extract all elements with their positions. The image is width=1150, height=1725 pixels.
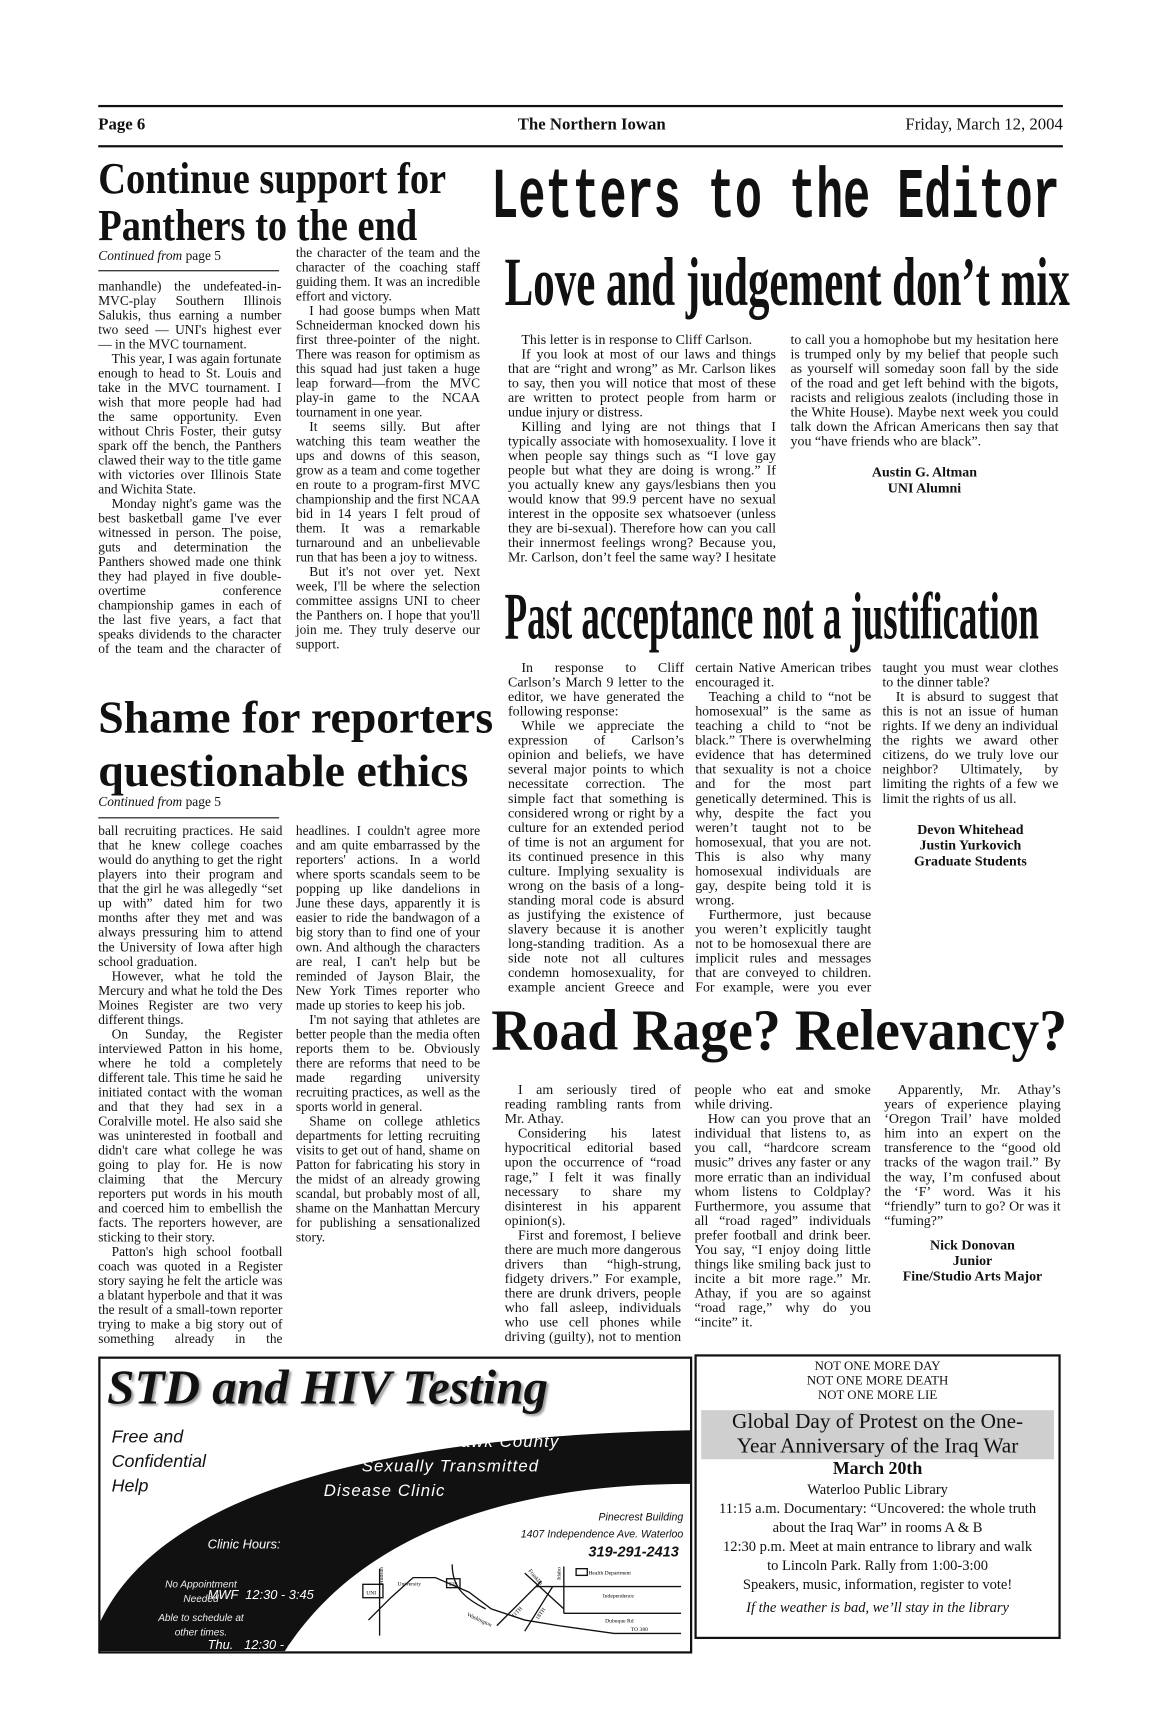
map-label: University — [397, 1581, 422, 1588]
love-headline — [504, 244, 1150, 321]
title-line: Global Day of Protest on the One- — [732, 1410, 1024, 1434]
author-name: Nick Donovan — [930, 1237, 1015, 1253]
note-line: Able to schedule at — [158, 1612, 244, 1624]
road-body — [505, 1083, 1061, 1357]
title-line: Year Anniversary of the Iraq War — [736, 1434, 1019, 1459]
continued-page: page 5 — [185, 793, 221, 810]
map-label: Hudson — [378, 1566, 385, 1585]
map-label: Health Department — [588, 1570, 631, 1577]
shame-headline-line-2: questionable ethics — [98, 744, 469, 797]
road-headline — [491, 999, 1091, 1063]
map-label: Dubuque Rd — [605, 1618, 634, 1625]
panthers-body-col-2 — [296, 246, 480, 687]
note-line: Needed — [183, 1593, 219, 1605]
continued-prefix: Continued from — [98, 793, 183, 810]
continued-rule — [98, 817, 279, 818]
appointment-note — [134, 1578, 268, 1641]
building-name: Pinecrest Building — [598, 1511, 684, 1525]
panthers-body-col-1 — [98, 279, 281, 687]
paragraph: First and foremost, I believe there are much more dangerous drivers than “high-strung, fidgety drivers.” For example, there are drunk drivers, people who fall asleep, individuals who use cell phones while driving (guilty), not to mention people who eat and smoke while driving. — [504, 1081, 871, 1345]
ad-slogans — [697, 1360, 1059, 1404]
protest-title — [701, 1410, 1054, 1459]
paragraph: But it's not over yet. Next week, I'll be where the selection committee assigns UNI to cheer the Panthers on. I hope that you'll join me. They truly deserve our support. — [295, 563, 481, 653]
paragraph: Monday night's game was the best basketball game I've ever witnessed in person. The poise, guts and determination the Panthers showed made one think they had played in five double-overtime conference championship games in each of the last five years, a fact that speaks dividends to the character of the team and the character of — [98, 496, 282, 657]
clinic-name-line: Sexually Transmitted — [361, 1457, 540, 1477]
schedule-line: 11:15 a.m. Documentary: “Uncovered: the whole truth — [719, 1499, 1037, 1517]
paragraph: the character of the team and the character of the coaching staff guiding them. It was an incredible effort and victory. — [295, 244, 481, 304]
paragraph: I am seriously tired of reading rambling rants from Mr. Athay. — [504, 1081, 682, 1127]
schedule-line: about the Iraq War” in rooms A & B — [772, 1518, 983, 1536]
ad-title: STD and HIV Testing — [107, 1359, 549, 1415]
slogan: NOT ONE MORE DAY — [814, 1359, 941, 1374]
paragraph: It is absurd to suggest that this is not an issue of human rights. If we deny an individual the rights we award other citizens, do we truly love our neighbor? Ultimately, by limiting the rights of a few we limit the rights of us all. — [882, 688, 1059, 807]
note-line: No Appointment — [165, 1578, 237, 1590]
road-signature — [884, 1237, 1060, 1284]
top-rule — [98, 105, 1063, 107]
map-label: 18TH — [534, 1607, 548, 1622]
map-label: Idaho — [556, 1567, 563, 1580]
paragraph: It seems silly. But after watching this team weather the ups and downs of this season, grow as a team and come together en route to a program-first MVC championship and the first NCAA bid in 14 years I felt proud of them. It was a remarkable turnaround and an unbelievable run that has been a joy to witness. — [295, 418, 481, 565]
event-venue: Waterloo Public Library — [807, 1480, 948, 1498]
paragraph: This year, I was again fortunate enough to head to St. Louis and take in the MVC tournament. I wish that more people had had the same opportunity. Even without Chris Foster, their gutsy spark off the bench, the Panthers clawed their way to the title game with victories over Illinois State and Wichita State. — [98, 350, 282, 497]
author-name: Devon Whitehead — [917, 821, 1024, 838]
paragraph: Killing and lying are not things that I typically associate with homosexuality. I love it when people say things such as “I love gay people but what they are doing is wrong.” If you actually knew any gays/lesbians then you would know that 99.9 percent have no sexual interest in the opposite sex whatsoever (unless they are bi-sexual). Therefore how can you call their innermost feelings wrong? Because you, Mr. Carlson, don’t feel the same way? I hesitate to call you a homophobe but my hesitation here is trumped only by my belief that people such as yourself will someday soon fall by the side of the road and get left behind with the bigots, racists and religious zealots (including those in the White House). Maybe next week you could talk down the African Americans then say that you “have friends who are black”. — [508, 331, 1059, 565]
paragraph: While we appreciate the expression of Carlson’s opinion and beliefs, we have several major points to which necessitate correction. The simple fact that something is considered wrong or right by a culture for an extended period of time is not an argument for its continued presence in this culture. Implying sexuality is wrong on the basis of a long-standing moral code is absurd as justifying the existence of slavery because it is another long-standing tradition. As a side note not all cultures condemn homosexuality, for example ancient Greece and certain Native American tribes encouraged it. — [508, 659, 872, 995]
std-testing-ad — [98, 1357, 692, 1654]
paragraph: Considering his latest hypocritical editorial based upon the occurrence of “road rage,” I felt it was finally necessary to share my disinterest in his apparent opinion(s). — [504, 1125, 682, 1229]
panthers-headline — [98, 152, 502, 251]
map-label: 218 — [448, 1581, 458, 1588]
clinic-name-line: Disease Clinic — [323, 1481, 446, 1501]
panthers-headline-line-1: Continue support for — [98, 152, 447, 204]
road-headline-text: Road Rage? Relevancy? — [491, 999, 1068, 1063]
paragraph: I had goose bumps when Matt Schneiderman knocked down his first three-pointer of the night. There was reason for optimism as this squad had just taken a huge leap forward—from the MVC play-in game to the NCAA tournament in one year. — [295, 302, 481, 420]
shame-headline — [98, 690, 493, 797]
hours-line: MWF 12:30 - 3:45 — [207, 1588, 314, 1603]
map-label: TO 380 — [630, 1627, 648, 1634]
continued-rule — [98, 270, 279, 271]
author-name: Justin Yurkovich — [919, 837, 1022, 854]
panthers-headline-line-2: Panthers to the end — [98, 199, 418, 251]
shame-body — [98, 824, 480, 1349]
issue-date: Friday, March 12, 2004 — [905, 116, 1063, 134]
slogan: NOT ONE MORE DEATH — [806, 1374, 949, 1388]
shame-continued — [98, 794, 221, 811]
ad-tagline — [112, 1426, 206, 1500]
header-rule — [98, 145, 1063, 147]
love-headline-text: Love and judgement don’t mix — [504, 244, 1070, 321]
slogan: NOT ONE MORE LIE — [817, 1388, 938, 1403]
author-title: UNI Alumni — [887, 480, 962, 496]
author-title: Junior — [952, 1252, 993, 1269]
map-label: Franklin — [526, 1568, 544, 1587]
paragraph: If you look at most of our laws and things that are “right and wrong” as Mr. Carlson likes to say, then you will notice that most of these are written to protect people from harm or undue injury or distress. — [508, 346, 776, 420]
schedule-line: to Lincoln Park. Rally from 1:00-3:00 — [767, 1556, 989, 1574]
section-title-text: Letters to the Editor — [491, 159, 1060, 241]
paragraph: Furthermore, just because you weren’t explicitly taught not to be homosexual there are implicit rules and messages that are conveyed to children. For example, were you ever taught you must wear clothes to the dinner table? — [695, 659, 1059, 995]
phone-number: 319-291-2413 — [588, 1543, 679, 1560]
tagline-line: Free and — [111, 1428, 184, 1447]
love-signature — [790, 464, 1058, 495]
schedule-line: Speakers, music, information, register to vote! — [742, 1575, 1013, 1593]
section-title — [491, 159, 1060, 241]
tagline-line: Help — [111, 1477, 149, 1497]
paragraph: Patton's high school football coach was quoted in a Register story saying he felt the article was a blatant hyperbole and that it was the result of a small-town reporter trying to make a big story out of something already in the headlines. I couldn't agree more and am quite embarrassed by the reporters' actions. In a world where sports scandals seem to be popping up like dandelions in June these days, apparently it is easier to ride the bandwagon of a big story than to find one of your own. And although the characters are real, I can't help but be reminded of Jayson Blair, the New York Times reporter who made up stories to keep his job. — [98, 822, 481, 1347]
hours-label: Clinic Hours: — [207, 1538, 281, 1552]
clinic-name-line: Black Hawk County — [395, 1432, 560, 1452]
author-title: Graduate Students — [913, 853, 1027, 869]
map-label: Independence — [602, 1593, 634, 1600]
page-number: Page 6 — [98, 116, 146, 134]
directions-map — [357, 1564, 692, 1638]
weather-note: If the weather is bad, we’ll stay in the library — [746, 1598, 1009, 1616]
past-signature — [882, 822, 1058, 869]
paragraph: However, what he told the Mercury and what he told the Des Moines Register are two very different things. — [98, 968, 283, 1028]
continued-page: page 5 — [185, 247, 221, 264]
paragraph: ball recruiting practices. He said that he knew college coaches would do anything to get the right players into their program and that the girl he was allegedly “set up with” dated him for two months after they met and was always pressuring him to attend the University of Iowa after high school graduation. — [98, 822, 283, 970]
love-body — [508, 333, 1058, 573]
event-date: March 20th — [832, 1459, 923, 1479]
paragraph: How can you prove that an individual that listens to, as you call, “hardcore scream music” drives any faster or any more erratic than an individual whom listens to Coldplay? Furthermore, you assume that all “road raged” individuals prefer football and drink beer. You say, “I enjoy doing little things like smiling back just to incite a bit more rage.” Mr. Athay, if you are so against “road rage,” why do you “incite” it. — [694, 1110, 871, 1330]
panthers-continued — [98, 248, 221, 265]
map-label: Washington — [465, 1611, 493, 1629]
clinic-address — [521, 1510, 684, 1560]
paragraph: In response to Cliff Carlson’s March 9 letter to the editor, we have generated the following response: — [508, 659, 685, 720]
paragraph: Apparently, Mr. Athay’s years of experience playing ‘Oregon Trail’ have molded him into an expert on the transference to the “good old tracks of the wagon trail.” By the way, I’m confused about the ‘F’ word. Was it his “friendly” turn to go? Or was it “fuming?” — [884, 1081, 1061, 1229]
past-body — [508, 661, 1058, 1002]
paper-name: The Northern Iowan — [517, 116, 666, 134]
shame-headline-line-1: Shame for reporters — [98, 691, 494, 743]
author-name: Austin G. Altman — [871, 464, 978, 481]
past-headline — [504, 579, 1150, 654]
map-label: 11TH — [510, 1605, 525, 1620]
continued-prefix: Continued from — [98, 247, 183, 264]
paragraph: I'm not saying that athletes are better people than the media often reports them to be. Obviously there are reforms that need to be made regarding university recruiting practices, as well as the sports world in general. — [295, 1011, 481, 1115]
map-label: UNI — [366, 1590, 377, 1597]
note-line: other times. — [174, 1626, 228, 1638]
tagline-line: Confidential — [111, 1452, 206, 1472]
paragraph: Shame on college athletics departments for letting recruiting visits to get out of hand, shame on Patton for fabricating his story in the midst of an already growing scandal, but probably most of all, shame on the Manhattan Mercury for publishing a sensationalized story. — [295, 1113, 481, 1245]
paragraph: manhandle) the undefeated-in-MVC-play Southern Illinois Salukis, thus earning a number two seed — UNI's highest ever — in the MVC tournament. — [98, 278, 282, 352]
past-headline-text: Past acceptance not a justification — [504, 579, 1039, 654]
paragraph: This letter is in response to Cliff Carlson. — [521, 331, 753, 348]
hours-line: Thu. 12:30 - 4:45 — [207, 1639, 313, 1653]
schedule-line: 12:30 p.m. Meet at main entrance to library and walk — [722, 1537, 1033, 1555]
author-major: Fine/Studio Arts Major — [902, 1268, 1043, 1284]
paragraph: On Sunday, the Register interviewed Patton in his home, where he told a completely different tale. This time he said he initiated contact with the woman and that they had sex in a Coralville motel. He also said she was uninterested in football and didn't care what college he was going to play for. He is now claiming that the Mercury reporters put words in his mouth and coerced him to embellish the facts. The reporters however, are sticking to their story. — [98, 1026, 283, 1245]
street-address: 1407 Independence Ave. Waterloo — [520, 1528, 684, 1541]
protest-ad — [694, 1354, 1060, 1639]
paragraph: Teaching a child to “not be homosexual” is the same as teaching a child to “not be black.” There is overwhelming evidence that has determined that sexuality is not a choice and for the most part genetically determined. This is why, despite the fact you weren’t taught not to be homosexual, that you are not. This is also why many homosexual individuals are gay, despite being told it is wrong. — [695, 688, 872, 908]
